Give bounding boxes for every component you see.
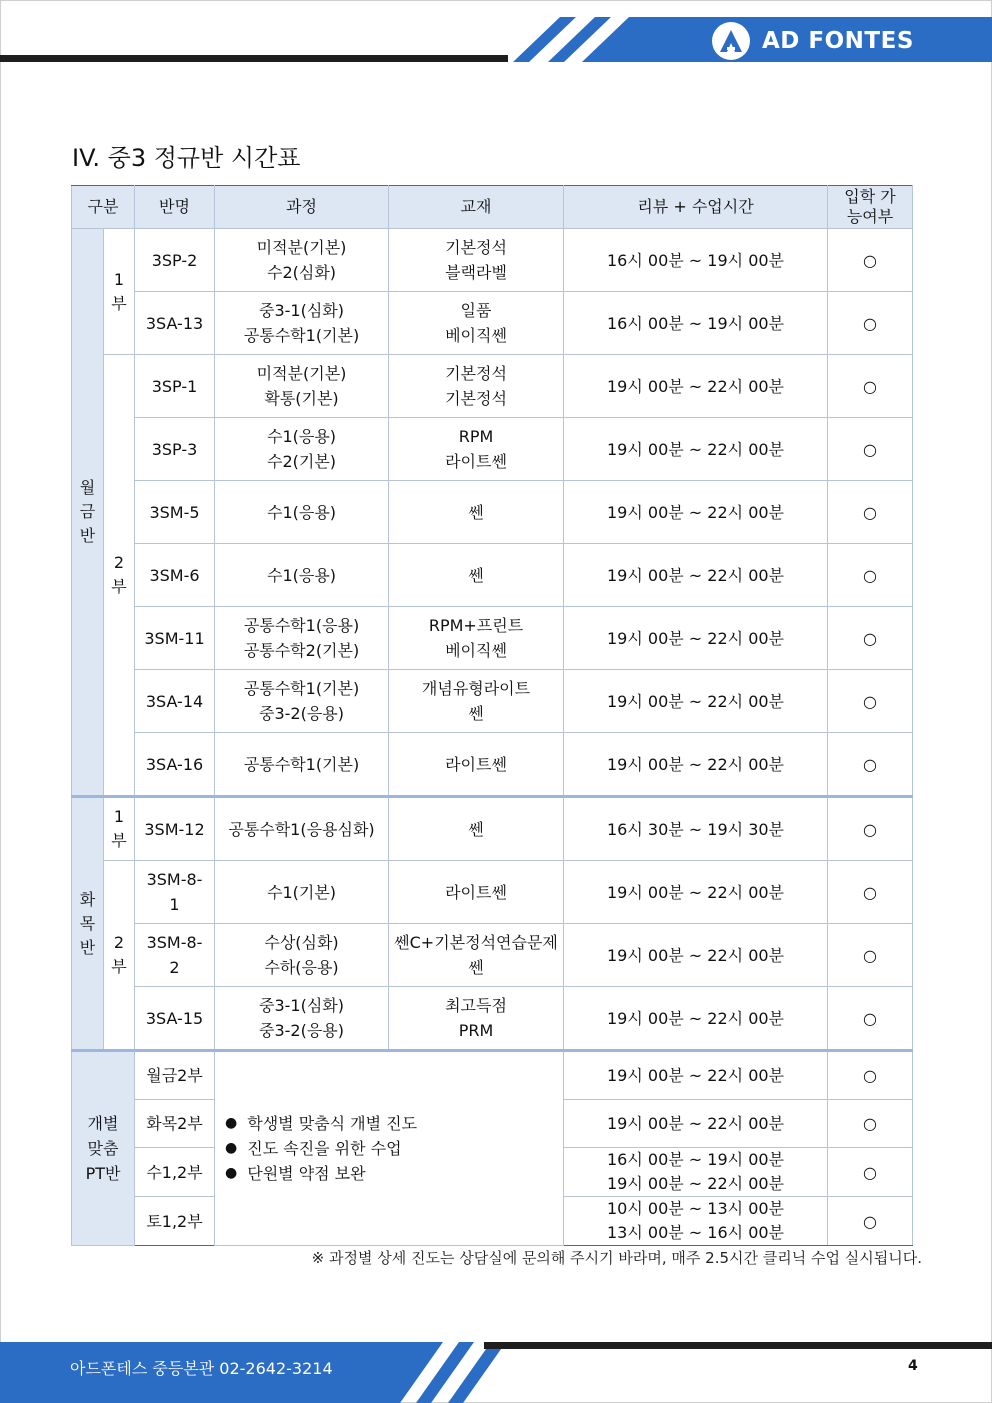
- admit-cell: ○: [828, 797, 913, 861]
- course-cell: 미적분(기본) 확통(기본): [215, 355, 389, 418]
- table-row: [72, 1051, 913, 1100]
- timetable: [71, 185, 913, 1246]
- time-cell: 19시 00분 ~ 22시 00분: [564, 733, 828, 797]
- bullet-icon: ●: [225, 1140, 238, 1156]
- bullet-item: [225, 1136, 563, 1161]
- class-cell: 3SM-8- 1: [135, 861, 215, 924]
- class-cell: 3SA-13: [135, 292, 215, 355]
- admit-cell: ○: [828, 924, 913, 987]
- part-label-tt-2: [104, 861, 135, 1051]
- book-cell: 기본정석 블랙라벨: [389, 229, 564, 292]
- book-cell: 기본정석 기본정석: [389, 355, 564, 418]
- admit-cell: ○: [828, 418, 913, 481]
- book-cell: 개념유형라이트 쎈: [389, 670, 564, 733]
- book-cell: 일품 베이직쎈: [389, 292, 564, 355]
- admit-cell: ○: [828, 987, 913, 1051]
- group-label-mf: [72, 229, 104, 797]
- part-label-tt-1-text: 1부: [111, 807, 127, 850]
- time-cell: 16시 00분 ~ 19시 00분 19시 00분 ~ 22시 00분: [564, 1148, 828, 1197]
- table-header-row: [72, 186, 913, 229]
- class-cell: 3SA-14: [135, 670, 215, 733]
- time-cell: 19시 00분 ~ 22시 00분: [564, 607, 828, 670]
- course-cell: 수1(기본): [215, 861, 389, 924]
- admit-cell: ○: [828, 1100, 913, 1148]
- class-cell: 3SM-8- 2: [135, 924, 215, 987]
- time-cell: 19시 00분 ~ 22시 00분: [564, 670, 828, 733]
- time-cell: 19시 00분 ~ 22시 00분: [564, 861, 828, 924]
- footnote: ※ 과정별 상세 진도는 상담실에 문의해 주시기 바라며, 매주 2.5시간 클리닉 수업 실시됩니다.: [311, 1249, 922, 1267]
- book-cell: 쎈C+기본정석연습문제 쎈: [389, 924, 564, 987]
- header-admit-label: 입학 가능여부: [844, 187, 896, 226]
- book-cell: RPM 라이트쎈: [389, 418, 564, 481]
- part-label-tt-1: [104, 797, 135, 861]
- book-cell: 쎈: [389, 544, 564, 607]
- book-cell: 최고득점 PRM: [389, 987, 564, 1051]
- book-cell: 쎈: [389, 481, 564, 544]
- book-cell: 라이트쎈: [389, 861, 564, 924]
- brand-logo: [712, 22, 914, 60]
- table-row: [72, 418, 913, 481]
- table-row: [72, 987, 913, 1051]
- bullet-text: 단원별 약점 보완: [247, 1164, 366, 1183]
- table-row: [72, 229, 913, 292]
- admit-cell: ○: [828, 861, 913, 924]
- table-row: [72, 544, 913, 607]
- time-cell: 19시 00분 ~ 22시 00분: [564, 481, 828, 544]
- time-cell: 19시 00분 ~ 22시 00분: [564, 1051, 828, 1100]
- bullet-icon: ●: [225, 1115, 238, 1131]
- header-time: 리뷰 + 수업시간: [564, 186, 828, 229]
- class-cell: 3SM-5: [135, 481, 215, 544]
- admit-cell: ○: [828, 1148, 913, 1197]
- header-class: 반명: [135, 186, 215, 229]
- part-label-mf-2: [104, 355, 135, 797]
- time-cell: 19시 00분 ~ 22시 00분: [564, 987, 828, 1051]
- admit-cell: ○: [828, 292, 913, 355]
- part-label-mf-1-text: 1부: [111, 269, 127, 313]
- class-cell: 3SM-11: [135, 607, 215, 670]
- class-cell: 3SA-16: [135, 733, 215, 797]
- group-label-mf-text: 월금반: [79, 478, 96, 545]
- book-cell: RPM+프린트 베이직쎈: [389, 607, 564, 670]
- table-row: [72, 733, 913, 797]
- group-label-pt: 개별 맞춤 PT반: [72, 1051, 135, 1246]
- logo-a-icon: [712, 22, 750, 60]
- course-cell: 공통수학1(기본) 중3-2(응용): [215, 670, 389, 733]
- bullet-item: [225, 1111, 563, 1136]
- admit-cell: ○: [828, 355, 913, 418]
- table-row: [72, 607, 913, 670]
- course-cell: 수상(심화) 수하(응용): [215, 924, 389, 987]
- admit-cell: ○: [828, 1197, 913, 1246]
- admit-cell: ○: [828, 670, 913, 733]
- header-course: 과정: [215, 186, 389, 229]
- book-cell: 라이트쎈: [389, 733, 564, 797]
- header-dark-bar: [0, 55, 508, 62]
- page-title: IV. 중3 정규반 시간표: [72, 144, 301, 172]
- time-cell: 16시 00분 ~ 19시 00분: [564, 229, 828, 292]
- table-row: [72, 924, 913, 987]
- part-label-tt-2-text: 2부: [111, 933, 127, 976]
- table-row: [72, 481, 913, 544]
- class-cell: 월금2부: [135, 1051, 215, 1100]
- course-cell: 수1(응용) 수2(기본): [215, 418, 389, 481]
- time-cell: 19시 00분 ~ 22시 00분: [564, 1100, 828, 1148]
- admit-cell: ○: [828, 607, 913, 670]
- logo-text: AD FONTES: [762, 28, 914, 54]
- time-cell: 16시 00분 ~ 19시 00분: [564, 292, 828, 355]
- header-book: 교재: [389, 186, 564, 229]
- time-cell: 16시 30분 ~ 19시 30분: [564, 797, 828, 861]
- bullet-item: [225, 1161, 563, 1186]
- group-label-tt-text: 화목반: [79, 889, 96, 957]
- part-label-mf-2-text: 2부: [111, 553, 127, 596]
- class-cell: 3SM-6: [135, 544, 215, 607]
- time-cell: 19시 00분 ~ 22시 00분: [564, 418, 828, 481]
- course-cell: 미적분(기본) 수2(심화): [215, 229, 389, 292]
- bullet-text: 진도 속진을 위한 수업: [247, 1139, 402, 1158]
- course-cell: 공통수학1(응용) 공통수학2(기본): [215, 607, 389, 670]
- admit-cell: ○: [828, 1051, 913, 1100]
- course-cell: 수1(응용): [215, 481, 389, 544]
- class-cell: 수1,2부: [135, 1148, 215, 1197]
- table-row: [72, 355, 913, 418]
- footer-dark-bar: [484, 1342, 992, 1349]
- table-row: [72, 797, 913, 861]
- class-cell: 3SP-1: [135, 355, 215, 418]
- book-cell: 쎈: [389, 797, 564, 861]
- time-cell: 19시 00분 ~ 22시 00분: [564, 355, 828, 418]
- admit-cell: ○: [828, 544, 913, 607]
- part-label-mf-1: [104, 229, 135, 355]
- admit-cell: ○: [828, 733, 913, 797]
- class-cell: 3SP-2: [135, 229, 215, 292]
- admit-cell: ○: [828, 481, 913, 544]
- course-cell: 중3-1(심화) 중3-2(응용): [215, 987, 389, 1051]
- class-cell: 3SP-3: [135, 418, 215, 481]
- class-cell: 3SM-12: [135, 797, 215, 861]
- bullet-text: 학생별 맞춤식 개별 진도: [247, 1114, 418, 1133]
- table-row: [72, 670, 913, 733]
- footer-contact: 아드폰테스 중등본관 02-2642-3214: [70, 1359, 333, 1378]
- page-number: 4: [908, 1358, 918, 1374]
- time-cell: 19시 00분 ~ 22시 00분: [564, 924, 828, 987]
- course-cell: 공통수학1(응용심화): [215, 797, 389, 861]
- class-cell: 화목2부: [135, 1100, 215, 1148]
- header-admit: [828, 186, 913, 229]
- course-cell: 공통수학1(기본): [215, 733, 389, 797]
- table-row: [72, 861, 913, 924]
- time-cell: 10시 00분 ~ 13시 00분 13시 00분 ~ 16시 00분: [564, 1197, 828, 1246]
- bullet-icon: ●: [225, 1165, 238, 1181]
- table-row: [72, 292, 913, 355]
- class-cell: 토1,2부: [135, 1197, 215, 1246]
- admit-cell: ○: [828, 229, 913, 292]
- course-cell: 수1(응용): [215, 544, 389, 607]
- group-label-tt: [72, 797, 104, 1051]
- time-cell: 19시 00분 ~ 22시 00분: [564, 544, 828, 607]
- class-cell: 3SA-15: [135, 987, 215, 1051]
- pt-description: [215, 1051, 564, 1246]
- header-group: 구분: [72, 186, 135, 229]
- course-cell: 중3-1(심화) 공통수학1(기본): [215, 292, 389, 355]
